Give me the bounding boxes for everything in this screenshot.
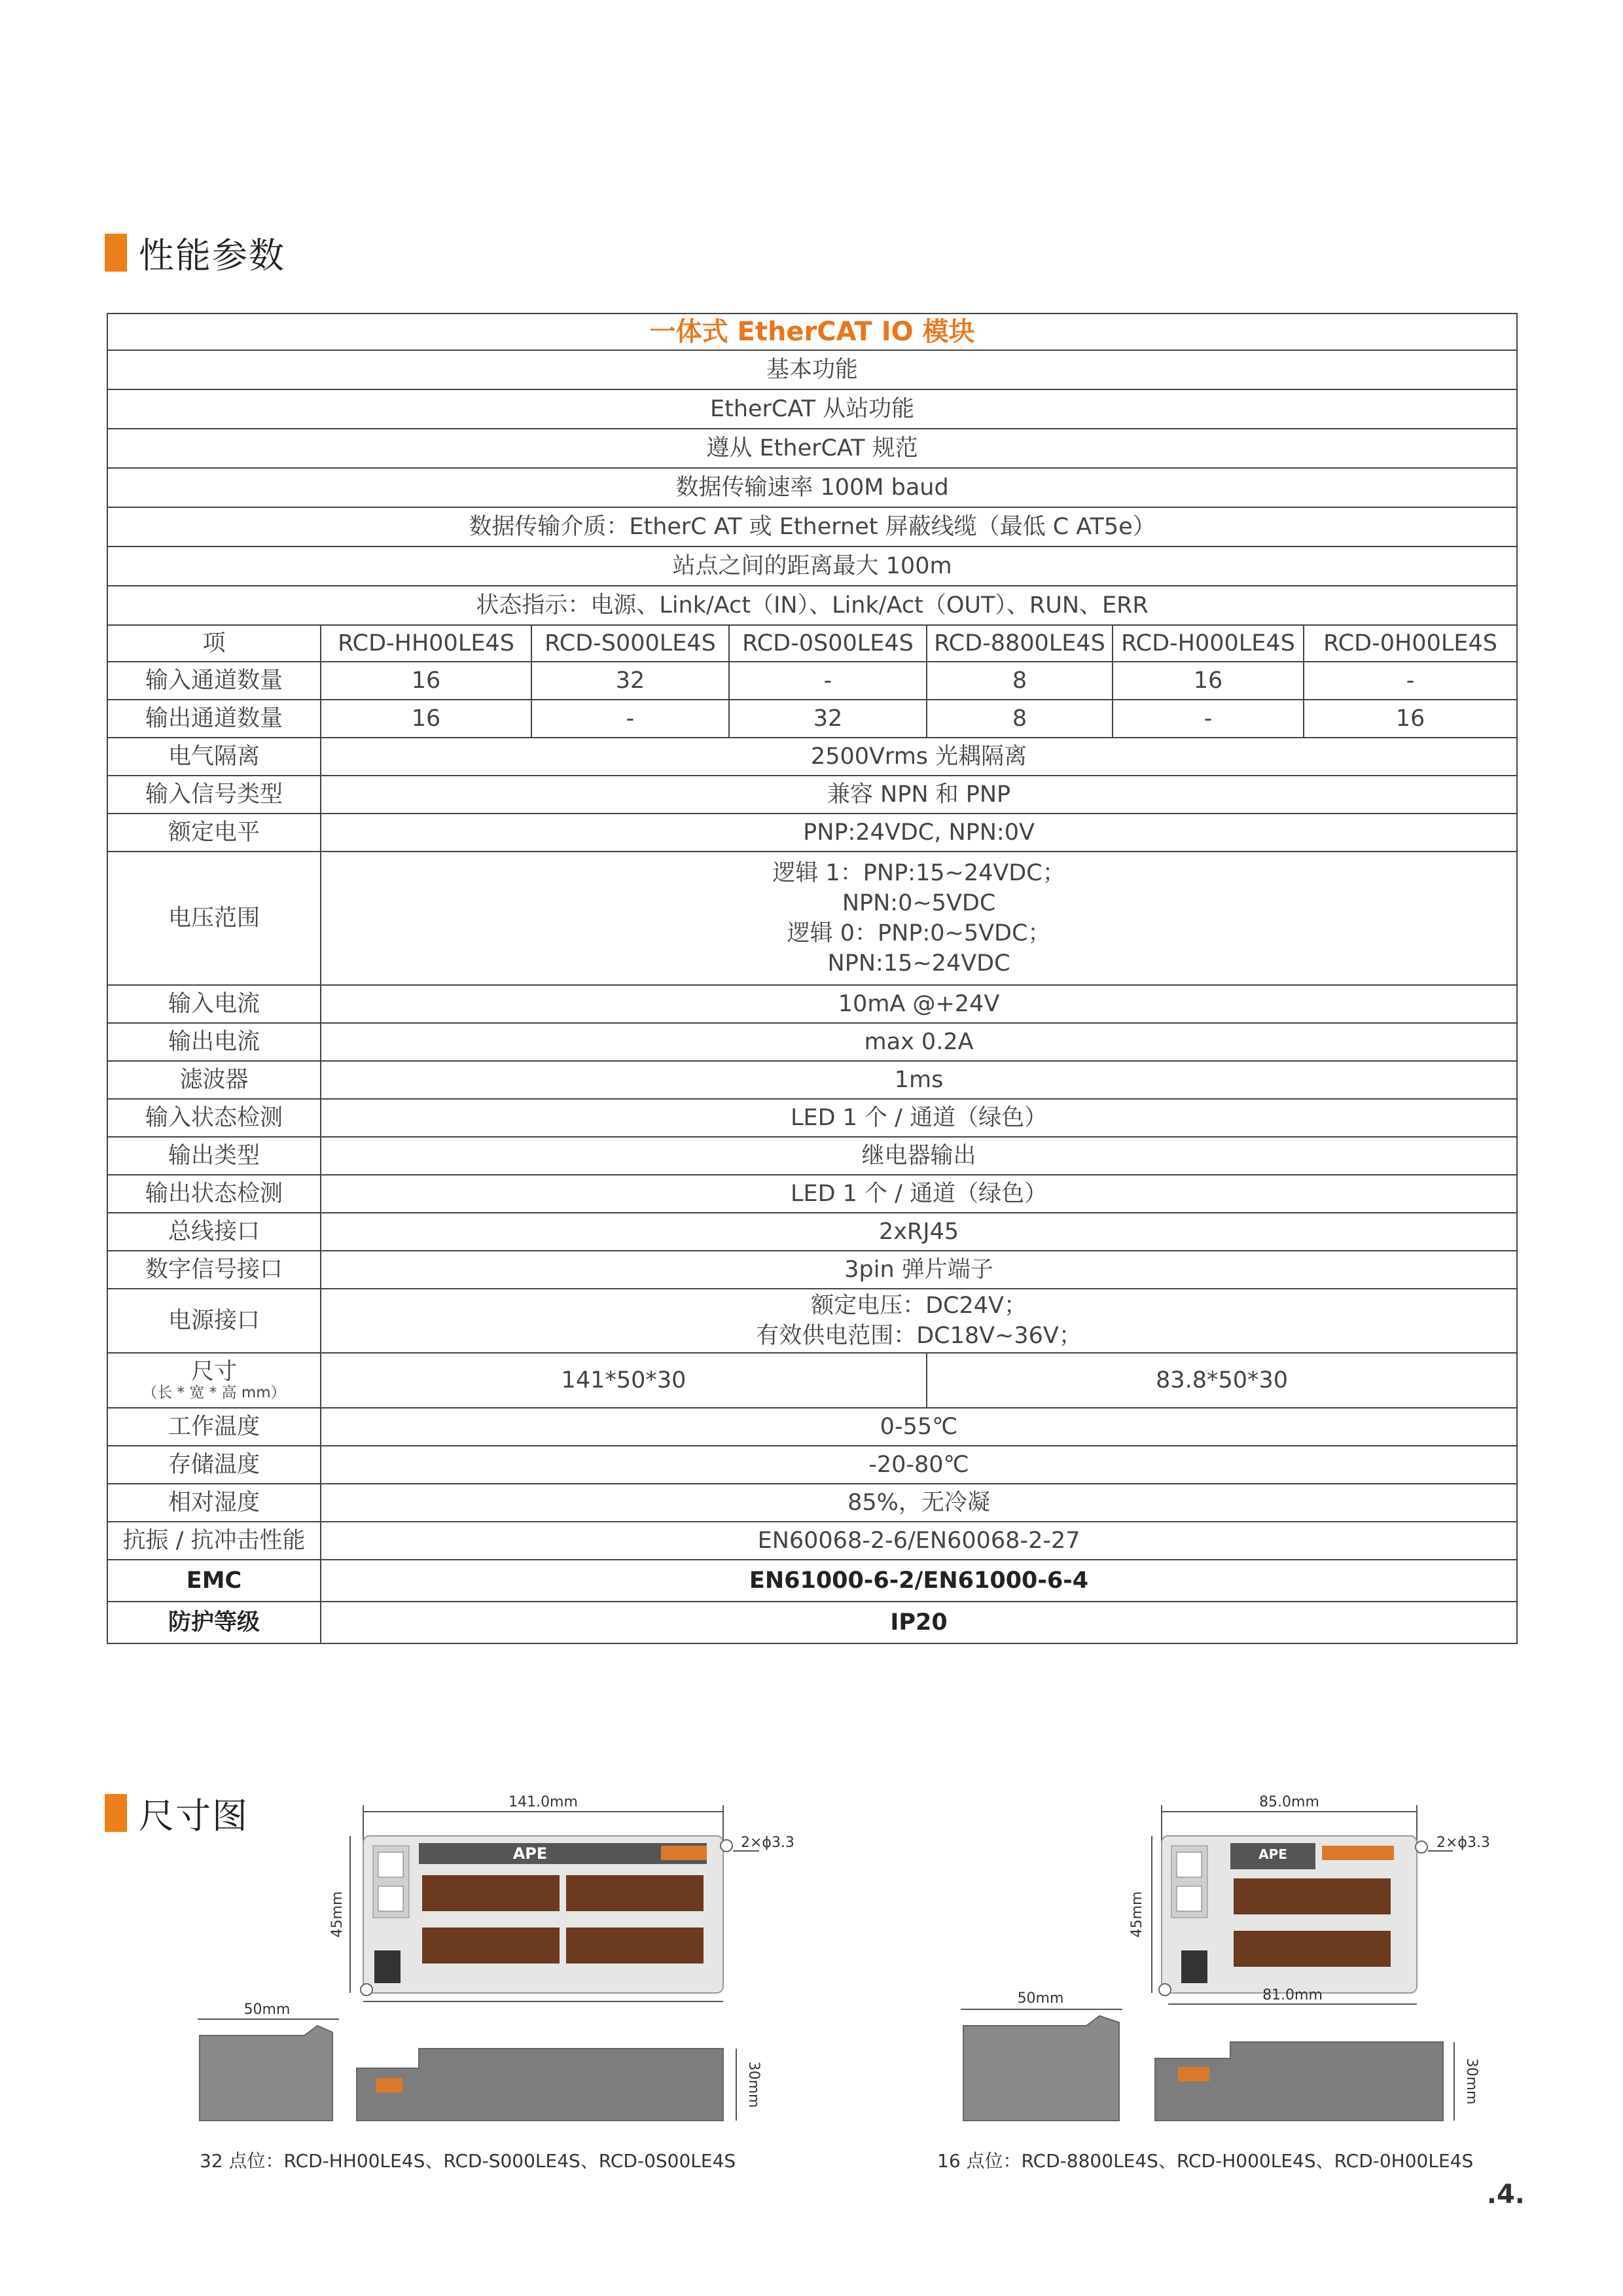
mount-hole bbox=[721, 1840, 732, 1852]
rj45-port bbox=[378, 1886, 403, 1911]
cell: 2500Vrms 光耦隔离 bbox=[321, 738, 1517, 776]
cell: 继电器输出 bbox=[321, 1137, 1517, 1175]
cell: 16 bbox=[1304, 700, 1517, 738]
drawing-caption-32: 32 点位：RCD-HH00LE4S、RCD-S000LE4S、RCD-0S00LE4S bbox=[200, 2150, 736, 2172]
cell: 16 bbox=[321, 662, 531, 700]
table-row bbox=[107, 1408, 1517, 1446]
cell: 32 bbox=[729, 700, 927, 738]
feature-row: 数据传输速率 100M baud bbox=[107, 468, 1517, 507]
section-marker bbox=[105, 234, 127, 272]
drawing-32-point bbox=[190, 1793, 805, 2140]
feature-row: 站点之间的距离最大 100m bbox=[107, 547, 1517, 586]
cell: 32 bbox=[531, 662, 729, 700]
table-row bbox=[107, 1602, 1517, 1643]
terminal-block bbox=[1234, 1878, 1391, 1914]
table-row bbox=[107, 1137, 1517, 1175]
feature-row: 遵从 EtherCAT 规范 bbox=[107, 429, 1517, 468]
hole-dimension-label: 2×ϕ3.3 bbox=[741, 1835, 794, 1851]
row-label: 防护等级 bbox=[107, 1602, 321, 1643]
feature-row: EtherCAT 从站功能 bbox=[107, 389, 1517, 429]
width-dimension-label: 141.0mm bbox=[508, 1794, 578, 1810]
table-row bbox=[107, 700, 1517, 738]
table-row bbox=[107, 1484, 1517, 1522]
rj45-port bbox=[1177, 1852, 1202, 1877]
height-dimension-label: 45mm bbox=[329, 1891, 346, 1938]
size-label: 尺寸 bbox=[190, 1359, 237, 1385]
table-row bbox=[107, 1213, 1517, 1251]
cell: 141*50*30 bbox=[321, 1353, 927, 1408]
cell-line: 有效供电范围：DC18V~36V； bbox=[756, 1323, 1082, 1349]
cell: 8 bbox=[927, 700, 1113, 738]
header-cell: RCD-0S00LE4S bbox=[729, 625, 927, 662]
cell-line: 额定电压：DC24V； bbox=[811, 1293, 1027, 1319]
depth-dimension-label: 50mm bbox=[243, 2001, 291, 2018]
inner-width-dimension-label: 81.0mm bbox=[1262, 1987, 1323, 2003]
table-row bbox=[107, 1023, 1517, 1061]
width-dimension-label: 85.0mm bbox=[1259, 1794, 1319, 1810]
row-label: 输出状态检测 bbox=[107, 1175, 321, 1213]
row-label: 输入电流 bbox=[107, 985, 321, 1023]
cell: -20-80℃ bbox=[321, 1446, 1517, 1484]
power-connector bbox=[1181, 1950, 1207, 1983]
cell: EN60068-2-6/EN60068-2-27 bbox=[321, 1522, 1517, 1560]
cell: 16 bbox=[1113, 662, 1304, 700]
cell: max 0.2A bbox=[321, 1023, 1517, 1061]
row-label: 输出电流 bbox=[107, 1023, 321, 1061]
cell: IP20 bbox=[321, 1602, 1517, 1643]
row-label: EMC bbox=[107, 1560, 321, 1602]
table-row bbox=[107, 1560, 1517, 1602]
cell bbox=[321, 852, 1517, 985]
cell: - bbox=[531, 700, 729, 738]
header-cell: RCD-H000LE4S bbox=[1113, 625, 1304, 662]
row-label: 输出通道数量 bbox=[107, 700, 321, 738]
feature-row: 数据传输介质：EtherC AT 或 Ethernet 屏蔽线缆（最低 C AT5e） bbox=[107, 507, 1517, 547]
drawing-caption-16: 16 点位：RCD-8800LE4S、RCD-H000LE4S、RCD-0H00LE4S bbox=[937, 2150, 1474, 2172]
thickness-dimension-label: 30mm bbox=[1463, 2058, 1480, 2105]
row-label: 电压范围 bbox=[107, 852, 321, 985]
table-row bbox=[107, 1446, 1517, 1484]
thickness-dimension-label: 30mm bbox=[745, 2061, 762, 2108]
mount-hole bbox=[361, 1984, 372, 1996]
side-view bbox=[963, 2016, 1119, 2121]
front-view bbox=[357, 2049, 723, 2121]
brand-logo: APE bbox=[512, 1844, 548, 1863]
table-row bbox=[107, 1099, 1517, 1137]
spec-table bbox=[107, 313, 1518, 1644]
header-cell: 项 bbox=[107, 625, 321, 662]
header-cell: RCD-S000LE4S bbox=[531, 625, 729, 662]
cell: 16 bbox=[321, 700, 531, 738]
row-label: 相对湿度 bbox=[107, 1484, 321, 1522]
row-label bbox=[107, 1353, 321, 1408]
section-marker bbox=[105, 1794, 127, 1832]
table-row bbox=[107, 852, 1517, 985]
terminal-block bbox=[1234, 1931, 1391, 1967]
terminal-orange bbox=[661, 1846, 707, 1860]
row-label: 存储温度 bbox=[107, 1446, 321, 1484]
section-title-text: 性能参数 bbox=[139, 234, 285, 276]
table-title: 一体式 EtherCAT IO 模块 bbox=[107, 314, 1517, 350]
height-dimension-label: 45mm bbox=[1129, 1891, 1145, 1938]
row-label: 额定电平 bbox=[107, 814, 321, 852]
brand-logo: APE bbox=[1258, 1846, 1287, 1862]
row-label: 输入信号类型 bbox=[107, 776, 321, 814]
mount-hole bbox=[1159, 1984, 1171, 1996]
drawing-16-point bbox=[955, 1793, 1558, 2140]
feature-row: 状态指示：电源、Link/Act（IN）、Link/Act（OUT）、RUN、ERR bbox=[107, 586, 1517, 625]
terminal-orange bbox=[1322, 1846, 1394, 1860]
header-cell: RCD-0H00LE4S bbox=[1304, 625, 1517, 662]
cell: 1ms bbox=[321, 1061, 1517, 1099]
row-label: 抗振 / 抗冲击性能 bbox=[107, 1522, 321, 1560]
cell: 3pin 弹片端子 bbox=[321, 1251, 1517, 1289]
hole-dimension-label: 2×ϕ3.3 bbox=[1436, 1835, 1490, 1851]
header-row bbox=[107, 625, 1517, 662]
row-label: 电源接口 bbox=[107, 1289, 321, 1353]
cell: 85%，无冷凝 bbox=[321, 1484, 1517, 1522]
power-connector bbox=[374, 1950, 401, 1983]
table-row bbox=[107, 985, 1517, 1023]
cell bbox=[321, 1289, 1517, 1353]
table-row bbox=[107, 738, 1517, 776]
cell: 0-55℃ bbox=[321, 1408, 1517, 1446]
table-row bbox=[107, 814, 1517, 852]
connector-orange bbox=[376, 2078, 402, 2092]
cell-line: NPN:15~24VDC bbox=[827, 950, 1010, 977]
cell: 10mA @+24V bbox=[321, 985, 1517, 1023]
cell-line: 逻辑 1：PNP:15~24VDC； bbox=[772, 860, 1065, 886]
cell: 兼容 NPN 和 PNP bbox=[321, 776, 1517, 814]
table-row bbox=[107, 1522, 1517, 1560]
row-label: 总线接口 bbox=[107, 1213, 321, 1251]
cell: LED 1 个 / 通道（绿色） bbox=[321, 1099, 1517, 1137]
row-label: 滤波器 bbox=[107, 1061, 321, 1099]
terminal-block bbox=[422, 1928, 560, 1964]
table-row bbox=[107, 1289, 1517, 1353]
size-sub-label: （长 * 宽 * 高 mm） bbox=[142, 1384, 286, 1401]
terminal-block bbox=[566, 1928, 704, 1964]
header-cell: RCD-HH00LE4S bbox=[321, 625, 531, 662]
table-row bbox=[107, 776, 1517, 814]
page-number: .4. bbox=[1486, 2179, 1525, 2210]
cell: 83.8*50*30 bbox=[927, 1353, 1517, 1408]
cell-line: 逻辑 0：PNP:0~5VDC； bbox=[787, 920, 1051, 946]
row-label: 数字信号接口 bbox=[107, 1251, 321, 1289]
connector-orange bbox=[1178, 2067, 1209, 2081]
table-row bbox=[107, 662, 1517, 700]
row-label: 输出类型 bbox=[107, 1137, 321, 1175]
table-row bbox=[107, 1251, 1517, 1289]
header-cell: RCD-8800LE4S bbox=[927, 625, 1113, 662]
section-title-performance bbox=[105, 233, 285, 276]
rj45-port bbox=[378, 1852, 403, 1877]
row-label: 输入状态检测 bbox=[107, 1099, 321, 1137]
table-row bbox=[107, 1175, 1517, 1213]
side-view bbox=[200, 2026, 332, 2121]
terminal-block bbox=[566, 1875, 704, 1911]
depth-dimension-label: 50mm bbox=[1017, 1990, 1064, 2007]
cell: PNP:24VDC, NPN:0V bbox=[321, 814, 1517, 852]
mount-hole bbox=[1416, 1841, 1427, 1853]
feature-row: 基本功能 bbox=[107, 350, 1517, 389]
cell: - bbox=[729, 662, 927, 700]
row-label: 工作温度 bbox=[107, 1408, 321, 1446]
cell: - bbox=[1304, 662, 1517, 700]
row-label: 电气隔离 bbox=[107, 738, 321, 776]
cell: EN61000-6-2/EN61000-6-4 bbox=[321, 1560, 1517, 1602]
cell: 8 bbox=[927, 662, 1113, 700]
cell: - bbox=[1113, 700, 1304, 738]
cell-line: NPN:0~5VDC bbox=[842, 890, 996, 916]
terminal-block bbox=[422, 1875, 560, 1911]
cell: 2xRJ45 bbox=[321, 1213, 1517, 1251]
table-row bbox=[107, 1061, 1517, 1099]
row-label: 输入通道数量 bbox=[107, 662, 321, 700]
table-row bbox=[107, 1353, 1517, 1408]
cell: LED 1 个 / 通道（绿色） bbox=[321, 1175, 1517, 1213]
rj45-port bbox=[1177, 1886, 1202, 1911]
section-title-text: 尺寸图 bbox=[139, 1795, 249, 1837]
